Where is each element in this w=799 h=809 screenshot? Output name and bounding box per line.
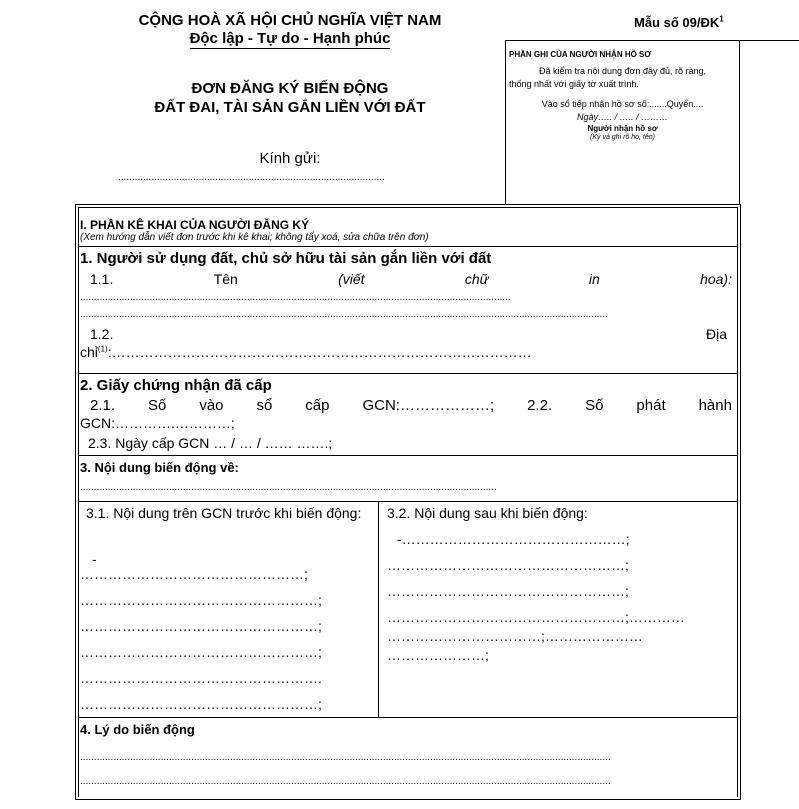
field-2-2-cont[interactable]: GCN:………….…………; [80, 415, 235, 431]
receiver-box-right [739, 40, 740, 204]
receiver-box-signer-note: (Ký và ghi rõ họ, tên) [590, 134, 655, 141]
f21-w5[interactable]: GCN:………………; [362, 397, 495, 414]
recipient-dots[interactable]: ................................................................................................ [118, 172, 385, 183]
after-title: 3.2. Nội dung sau khi biến động: [387, 505, 588, 521]
receiver-box-signer: Người nhận hồ sơ [587, 124, 658, 133]
frame-top [75, 204, 741, 205]
part1-note: (Xem hướng dẫn viết đơn trước khi kê khai; không tẩy xoá, sửa chữa trên đơn) [80, 232, 429, 243]
sec4-title: 4. Lý do biến động [80, 722, 195, 737]
frame-bottom [75, 799, 741, 800]
f11-w2: (viết [338, 271, 365, 287]
frame-right [740, 204, 741, 800]
sec3-title: 3. Nội dung biến động về: [80, 460, 239, 475]
after-line-1[interactable]: -…………………………………………; [397, 531, 630, 547]
f21-w1: Số [148, 397, 167, 414]
field-2-3[interactable]: 2.3. Ngày cấp GCN … / … / …… …….; [88, 435, 333, 451]
f11-w3: chữ [464, 271, 489, 287]
after-line-5[interactable]: ……………………………;………………… [387, 628, 643, 644]
field-1-1-dots1[interactable]: ........................................................................................................................................................... [80, 292, 511, 303]
sec3-dots[interactable]: ...................................................................................................................................................... [80, 482, 497, 493]
field-1-2-label: chỉ [80, 344, 98, 360]
f21-w6: 2.2. [527, 397, 553, 414]
before-dash: - [92, 551, 97, 567]
f21-w9: hành [698, 397, 732, 414]
after-line-3[interactable]: ……………………………………………; [387, 583, 629, 599]
receiver-box-left [505, 40, 506, 204]
f11-w5: hoa): [700, 271, 732, 287]
f21-w3: sổ [256, 397, 273, 414]
before-line-4[interactable]: ……………………………………………; [80, 644, 322, 660]
f11-w4: in [588, 271, 600, 287]
form-title-line1: ĐƠN ĐĂNG KÝ BIẾN ĐỘNG [191, 80, 389, 97]
divider-part1 [78, 246, 738, 247]
divider-sec3-bottom [78, 717, 738, 718]
sec4-dots-1[interactable]: ............................................................................................................................................................................................... [80, 752, 611, 763]
motto [60, 30, 520, 47]
divider-sec1 [78, 373, 738, 374]
before-title: 3.1. Nội dung trên GCN trước khi biến động: [86, 505, 362, 521]
before-line-2[interactable]: ……………………………………………; [80, 592, 322, 608]
field-1-1-label [80, 271, 732, 287]
f21-w2: vào [199, 397, 224, 414]
before-line-5[interactable]: ……………………………………………. [80, 670, 322, 686]
f21-w4: cấp [305, 397, 330, 414]
before-line-6[interactable]: ……………………………………………; [80, 696, 322, 712]
frame-left [75, 204, 76, 800]
sec1-title: 1. Người sử dụng đất, chủ sở hữu tài sản gắn liền với đất [80, 250, 492, 267]
receiver-box-top [505, 40, 799, 41]
f21-w0: 2.1. [90, 397, 116, 414]
inner-left [78, 207, 79, 797]
field-1-1-dots2[interactable]: .............................................................................................................................................................................................. [80, 309, 608, 320]
before-line-1[interactable]: …………………………………………; [80, 566, 308, 582]
f21-w8: phát [636, 397, 666, 414]
receiver-box-line1: Đã kiểm tra nội dung đơn đầy đủ, rõ ràng, [539, 66, 706, 76]
f11-w1: Tên [213, 271, 238, 287]
before-line-3[interactable]: ……………………………………………; [80, 618, 322, 634]
field-1-2-num: 1.2. [90, 326, 114, 342]
field-1-2-dots[interactable]: :……………………………………………………………………………… [107, 344, 532, 360]
field-2-1-line [80, 397, 732, 414]
inner-right [737, 207, 738, 797]
recipient-label: Kính gửi: [259, 150, 321, 167]
form-number-text: Mẫu số 09/ĐK [634, 15, 720, 30]
country-name: CỘNG HOÀ XÃ HỘI CHỦ NGHĨA VIỆT NAM [138, 12, 442, 29]
receiver-box-line2: thống nhất với giấy tờ xuất trình. [509, 79, 639, 89]
form-number-footnote: 1 [719, 14, 724, 24]
f11-w0: 1.1. [90, 271, 114, 287]
receiver-box-title: PHẦN GHI CỦA NGƯỜI NHẬN HỒ SƠ [509, 50, 652, 59]
motto-text: Độc lập - Tự do - Hạnh phúc [189, 30, 391, 47]
after-line-6[interactable]: …………………; [387, 647, 489, 663]
field-1-2-label-end: Địa [706, 326, 728, 342]
after-line-4[interactable]: ……………………………………………;………… [387, 609, 685, 625]
receiver-box-line3: Vào sổ tiếp nhận hồ sơ số:.......Quyển.... [541, 99, 704, 109]
sec4-dots-2[interactable]: ............................................................................................................................................................................................... [80, 776, 611, 787]
divider-sec2 [78, 455, 738, 456]
form-number [634, 15, 724, 30]
after-line-2[interactable]: ……………………………………………; [387, 557, 629, 573]
inner-top [78, 207, 738, 208]
footnote-1: (1) [97, 344, 108, 354]
divider-sec3 [78, 501, 738, 502]
part1-title: I. PHẦN KÊ KHAI CỦA NGƯỜI ĐĂNG KÝ [80, 218, 310, 232]
sec3-column-divider [378, 501, 379, 717]
field-1-2-address [80, 344, 532, 360]
receiver-box-date: Ngày….. / ….. / ……… [576, 112, 668, 122]
sec2-title: 2. Giấy chứng nhận đã cấp [80, 377, 272, 394]
f21-w7: Số [585, 397, 604, 414]
form-title-line2: ĐẤT ĐAI, TÀI SẢN GẮN LIỀN VỚI ĐẤT [154, 99, 426, 116]
